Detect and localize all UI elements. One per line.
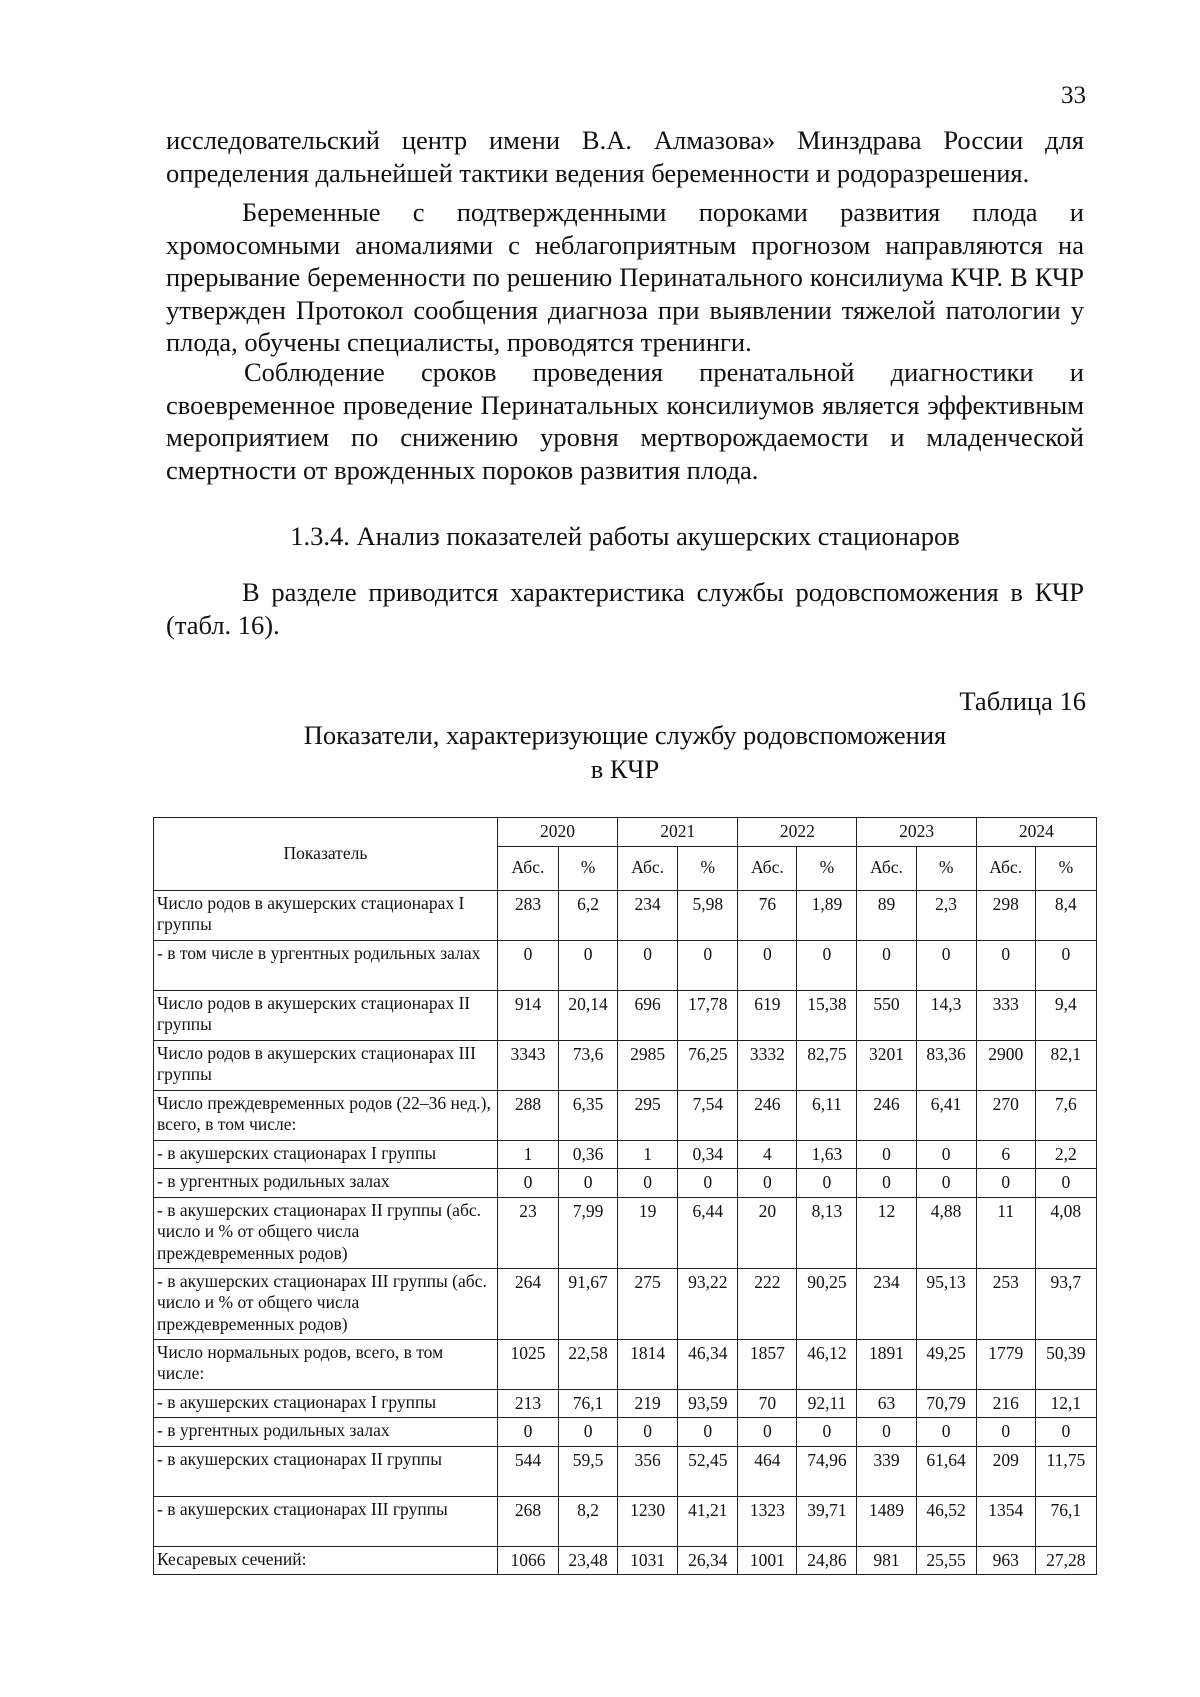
- cell-pct: 0,34: [678, 1140, 738, 1169]
- row-label: Число преждевременных родов (22–36 нед.), всего, в том числе:: [154, 1090, 498, 1140]
- indicator-header: Показатель: [154, 818, 498, 891]
- cell-abs: 268: [497, 1496, 558, 1546]
- cell-pct: 6,41: [916, 1090, 976, 1140]
- row-label: Число родов в акушерских стационарах III группы: [154, 1040, 498, 1090]
- pct-header: %: [1035, 846, 1096, 890]
- cell-abs: 0: [857, 1140, 916, 1169]
- row-label: Число родов в акушерских стационарах I группы: [154, 890, 498, 940]
- cell-abs: 288: [497, 1090, 558, 1140]
- cell-pct: 46,52: [916, 1496, 976, 1546]
- table-row: [154, 890, 1097, 940]
- row-label: - в акушерских стационарах I группы: [154, 1140, 498, 1169]
- cell-pct: 0: [916, 940, 976, 990]
- cell-abs: 0: [857, 1418, 916, 1447]
- cell-abs: 696: [618, 990, 678, 1040]
- cell-abs: 6: [976, 1140, 1035, 1169]
- cell-abs: 963: [976, 1546, 1035, 1575]
- cell-pct: 4,08: [1035, 1197, 1096, 1268]
- cell-abs: 3332: [738, 1040, 797, 1090]
- table-row: [154, 1197, 1097, 1268]
- year-header: 2022: [738, 818, 857, 847]
- cell-pct: 0: [559, 1169, 618, 1198]
- cell-abs: 3201: [857, 1040, 916, 1090]
- abs-header: Абс.: [857, 846, 916, 890]
- cell-abs: 1025: [497, 1339, 558, 1389]
- cell-abs: 981: [857, 1546, 916, 1575]
- cell-abs: 619: [738, 990, 797, 1040]
- table-row: [154, 1040, 1097, 1090]
- cell-abs: 0: [618, 1169, 678, 1198]
- cell-abs: 544: [497, 1446, 558, 1496]
- page-number: 33: [1061, 82, 1086, 109]
- table-row: [154, 1268, 1097, 1339]
- cell-abs: 1814: [618, 1339, 678, 1389]
- cell-pct: 0,36: [559, 1140, 618, 1169]
- cell-pct: 24,86: [797, 1546, 857, 1575]
- cell-abs: 295: [618, 1090, 678, 1140]
- cell-pct: 12,1: [1035, 1389, 1096, 1418]
- cell-abs: 234: [857, 1268, 916, 1339]
- cell-pct: 61,64: [916, 1446, 976, 1496]
- cell-abs: 19: [618, 1197, 678, 1268]
- table-row: [154, 1418, 1097, 1447]
- cell-pct: 8,4: [1035, 890, 1096, 940]
- cell-pct: 0: [559, 1418, 618, 1447]
- table-row: [154, 940, 1097, 990]
- table-row: [154, 1169, 1097, 1198]
- cell-pct: 0: [916, 1140, 976, 1169]
- table-title: [166, 718, 1084, 786]
- table-label: Таблица 16: [959, 686, 1086, 716]
- cell-abs: 0: [976, 1169, 1035, 1198]
- cell-pct: 0: [678, 1418, 738, 1447]
- cell-abs: 246: [738, 1090, 797, 1140]
- cell-pct: 95,13: [916, 1268, 976, 1339]
- cell-abs: 234: [618, 890, 678, 940]
- cell-pct: 11,75: [1035, 1446, 1096, 1496]
- pct-header: %: [916, 846, 976, 890]
- cell-abs: 23: [497, 1197, 558, 1268]
- year-header: 2021: [618, 818, 738, 847]
- cell-abs: 333: [976, 990, 1035, 1040]
- cell-abs: 0: [497, 1418, 558, 1447]
- cell-pct: 90,25: [797, 1268, 857, 1339]
- table-body: [154, 890, 1097, 1575]
- cell-pct: 15,38: [797, 990, 857, 1040]
- cell-abs: 0: [738, 1418, 797, 1447]
- table-row: [154, 1140, 1097, 1169]
- cell-abs: 1489: [857, 1496, 916, 1546]
- cell-pct: 7,6: [1035, 1090, 1096, 1140]
- pct-header: %: [797, 846, 857, 890]
- cell-pct: 93,59: [678, 1389, 738, 1418]
- cell-abs: 298: [976, 890, 1035, 940]
- cell-abs: 0: [497, 940, 558, 990]
- cell-abs: 0: [857, 940, 916, 990]
- row-label: - в том числе в ургентных родильных залах: [154, 940, 498, 990]
- table-row: [154, 1389, 1097, 1418]
- cell-pct: 0: [797, 1418, 857, 1447]
- cell-pct: 0: [678, 1169, 738, 1198]
- abs-header: Абс.: [618, 846, 678, 890]
- cell-pct: 8,2: [559, 1496, 618, 1546]
- cell-pct: 9,4: [1035, 990, 1096, 1040]
- cell-abs: 264: [497, 1268, 558, 1339]
- cell-pct: 0: [678, 940, 738, 990]
- cell-pct: 8,13: [797, 1197, 857, 1268]
- cell-abs: 0: [738, 940, 797, 990]
- cell-abs: 76: [738, 890, 797, 940]
- cell-abs: 89: [857, 890, 916, 940]
- cell-abs: 0: [976, 940, 1035, 990]
- cell-pct: 0: [559, 940, 618, 990]
- cell-abs: 209: [976, 1446, 1035, 1496]
- table-header: [154, 818, 1097, 891]
- cell-abs: 12: [857, 1197, 916, 1268]
- cell-pct: 39,71: [797, 1496, 857, 1546]
- table-row: [154, 1496, 1097, 1546]
- cell-pct: 50,39: [1035, 1339, 1096, 1389]
- cell-abs: 63: [857, 1389, 916, 1418]
- paragraph-1: исследовательский центр имени В.А. Алмазова» Минздрава России для определения дальнейшей тактики ведения беременности и родоразрешения.: [166, 125, 1084, 188]
- cell-pct: 0: [1035, 1418, 1096, 1447]
- cell-pct: 93,22: [678, 1268, 738, 1339]
- year-header: 2023: [857, 818, 976, 847]
- cell-pct: 20,14: [559, 990, 618, 1040]
- row-label: Число родов в акушерских стационарах II группы: [154, 990, 498, 1040]
- cell-abs: 1230: [618, 1496, 678, 1546]
- cell-abs: 1: [618, 1140, 678, 1169]
- cell-pct: 0: [1035, 1169, 1096, 1198]
- row-label: - в ургентных родильных залах: [154, 1418, 498, 1447]
- cell-abs: 550: [857, 990, 916, 1040]
- cell-pct: 73,6: [559, 1040, 618, 1090]
- cell-pct: 0: [797, 1169, 857, 1198]
- paragraph-2: Беременные с подтвержденными пороками развития плода и хромосомными аномалиями с неблагоприятным прогнозом направляются на прерывание беременности по решению Перинатального консилиума КЧР. В КЧР утвержден Протокол сообщения диагноза при выявлении тяжелой патологии у плода, обучены специалисты, проводятся тренинги.: [166, 197, 1084, 357]
- cell-abs: 339: [857, 1446, 916, 1496]
- table-row: [154, 1546, 1097, 1575]
- row-label: - в акушерских стационарах I группы: [154, 1389, 498, 1418]
- cell-pct: 2,2: [1035, 1140, 1096, 1169]
- pct-header: %: [559, 846, 618, 890]
- cell-abs: 0: [857, 1169, 916, 1198]
- year-header: 2024: [976, 818, 1096, 847]
- cell-abs: 1891: [857, 1339, 916, 1389]
- cell-pct: 46,12: [797, 1339, 857, 1389]
- cell-pct: 4,88: [916, 1197, 976, 1268]
- table-title-line-2: в КЧР: [590, 754, 660, 784]
- cell-abs: 219: [618, 1389, 678, 1418]
- row-label: - в акушерских стационарах III группы (абс. число и % от общего числа преждевременных родов): [154, 1268, 498, 1339]
- cell-abs: 1066: [497, 1546, 558, 1575]
- cell-abs: 464: [738, 1446, 797, 1496]
- cell-pct: 1,89: [797, 890, 857, 940]
- cell-abs: 1: [497, 1140, 558, 1169]
- cell-abs: 253: [976, 1268, 1035, 1339]
- cell-abs: 0: [497, 1169, 558, 1198]
- row-label: Кесаревых сечений:: [154, 1546, 498, 1575]
- year-header: 2020: [497, 818, 617, 847]
- cell-pct: 0: [1035, 940, 1096, 990]
- cell-pct: 2,3: [916, 890, 976, 940]
- cell-pct: 17,78: [678, 990, 738, 1040]
- cell-abs: 2985: [618, 1040, 678, 1090]
- abs-header: Абс.: [976, 846, 1035, 890]
- cell-pct: 1,63: [797, 1140, 857, 1169]
- cell-pct: 26,34: [678, 1546, 738, 1575]
- cell-abs: 213: [497, 1389, 558, 1418]
- row-label: - в акушерских стационарах II группы (абс. число и % от общего числа преждевременных родов): [154, 1197, 498, 1268]
- cell-pct: 70,79: [916, 1389, 976, 1418]
- cell-pct: 93,7: [1035, 1268, 1096, 1339]
- cell-pct: 0: [916, 1169, 976, 1198]
- cell-abs: 0: [618, 1418, 678, 1447]
- cell-pct: 92,11: [797, 1389, 857, 1418]
- table-row: [154, 1339, 1097, 1389]
- cell-pct: 82,1: [1035, 1040, 1096, 1090]
- paragraph-4: В разделе приводится характеристика службы родовспоможения в КЧР (табл. 16).: [166, 577, 1084, 640]
- cell-abs: 0: [976, 1418, 1035, 1447]
- cell-pct: 83,36: [916, 1040, 976, 1090]
- cell-pct: 76,25: [678, 1040, 738, 1090]
- cell-abs: 0: [618, 940, 678, 990]
- row-label: - в акушерских стационарах III группы: [154, 1496, 498, 1546]
- cell-pct: 25,55: [916, 1546, 976, 1575]
- table-row: [154, 1446, 1097, 1496]
- cell-pct: 49,25: [916, 1339, 976, 1389]
- cell-pct: 7,99: [559, 1197, 618, 1268]
- cell-pct: 41,21: [678, 1496, 738, 1546]
- cell-abs: 356: [618, 1446, 678, 1496]
- cell-pct: 76,1: [1035, 1496, 1096, 1546]
- cell-abs: 1779: [976, 1339, 1035, 1389]
- data-table: [153, 817, 1097, 1575]
- table-title-line-1: Показатели, характеризующие службу родовспоможения: [303, 720, 947, 750]
- cell-pct: 23,48: [559, 1546, 618, 1575]
- cell-pct: 46,34: [678, 1339, 738, 1389]
- abs-header: Абс.: [738, 846, 797, 890]
- cell-abs: 914: [497, 990, 558, 1040]
- cell-pct: 14,3: [916, 990, 976, 1040]
- paragraph-3: Соблюдение сроков проведения пренатальной диагностики и своевременное проведение Перинатальных консилиумов является эффективным мероприятием по снижению уровня мертворождаемости и младенческой смертности от врожденных пороков развития плода.: [166, 357, 1084, 485]
- cell-abs: 2900: [976, 1040, 1035, 1090]
- cell-abs: 275: [618, 1268, 678, 1339]
- cell-abs: 70: [738, 1389, 797, 1418]
- cell-abs: 222: [738, 1268, 797, 1339]
- cell-pct: 6,44: [678, 1197, 738, 1268]
- section-heading: 1.3.4. Анализ показателей работы акушерских стационаров: [290, 521, 960, 551]
- row-label: - в акушерских стационарах II группы: [154, 1446, 498, 1496]
- cell-abs: 20: [738, 1197, 797, 1268]
- cell-abs: 270: [976, 1090, 1035, 1140]
- cell-pct: 82,75: [797, 1040, 857, 1090]
- cell-abs: 4: [738, 1140, 797, 1169]
- cell-pct: 22,58: [559, 1339, 618, 1389]
- abs-header: Абс.: [497, 846, 558, 890]
- table-row: [154, 990, 1097, 1040]
- cell-pct: 52,45: [678, 1446, 738, 1496]
- cell-abs: 1354: [976, 1496, 1035, 1546]
- cell-abs: 283: [497, 890, 558, 940]
- cell-abs: 1323: [738, 1496, 797, 1546]
- pct-header: %: [678, 846, 738, 890]
- cell-pct: 91,67: [559, 1268, 618, 1339]
- cell-pct: 6,11: [797, 1090, 857, 1140]
- cell-abs: 216: [976, 1389, 1035, 1418]
- cell-pct: 6,2: [559, 890, 618, 940]
- cell-pct: 7,54: [678, 1090, 738, 1140]
- cell-pct: 27,28: [1035, 1546, 1096, 1575]
- cell-abs: 3343: [497, 1040, 558, 1090]
- cell-pct: 5,98: [678, 890, 738, 940]
- cell-abs: 246: [857, 1090, 916, 1140]
- row-label: Число нормальных родов, всего, в том числе:: [154, 1339, 498, 1389]
- cell-pct: 0: [797, 940, 857, 990]
- cell-abs: 1031: [618, 1546, 678, 1575]
- cell-pct: 6,35: [559, 1090, 618, 1140]
- row-label: - в ургентных родильных залах: [154, 1169, 498, 1198]
- cell-abs: 1857: [738, 1339, 797, 1389]
- cell-pct: 74,96: [797, 1446, 857, 1496]
- cell-pct: 59,5: [559, 1446, 618, 1496]
- cell-pct: 0: [916, 1418, 976, 1447]
- table-row: [154, 1090, 1097, 1140]
- cell-pct: 76,1: [559, 1389, 618, 1418]
- cell-abs: 11: [976, 1197, 1035, 1268]
- cell-abs: 1001: [738, 1546, 797, 1575]
- cell-abs: 0: [738, 1169, 797, 1198]
